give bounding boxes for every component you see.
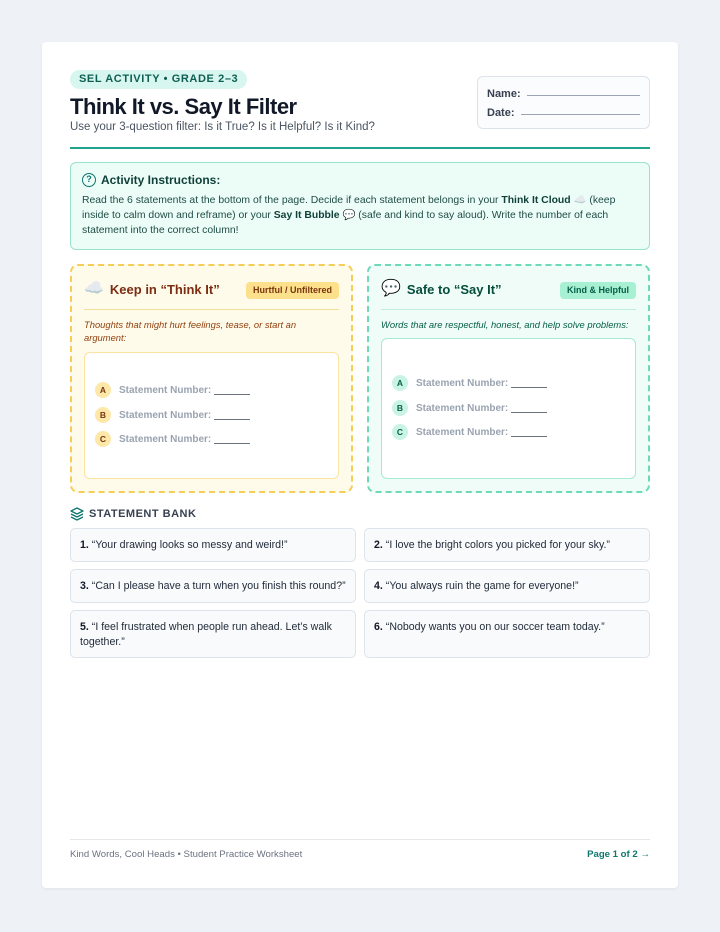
name-date-box <box>477 76 650 129</box>
slot-letter: C <box>392 424 408 440</box>
activity-badge: SEL ACTIVITY • GRADE 2–3 <box>70 70 247 89</box>
think-slot-a[interactable] <box>95 382 250 398</box>
footer-title: Kind Words, Cool Heads • Student Practice Worksheet <box>70 849 303 860</box>
say-it-heading: Safe to “Say It” <box>406 281 502 297</box>
worksheet-page <box>42 42 678 888</box>
statement-text: “Can I please have a turn when you finish this round?” <box>91 580 346 592</box>
instructions-box <box>70 162 650 250</box>
name-row[interactable] <box>487 87 640 101</box>
slot-label: Statement Number: <box>119 409 212 421</box>
column-divider <box>381 309 636 310</box>
slot-letter: B <box>392 400 408 416</box>
say-bubble-term: Say It Bubble <box>273 210 340 221</box>
name-line[interactable] <box>527 95 640 96</box>
date-line[interactable] <box>521 114 640 115</box>
think-it-answer-box <box>84 352 339 479</box>
statement-text: “I feel frustrated when people run ahead. Let’s walk together.” <box>80 621 332 648</box>
header-divider <box>70 147 650 149</box>
answer-blank[interactable] <box>214 434 250 444</box>
statement-bank-header <box>70 507 196 521</box>
statement-text: “I love the bright colors you picked for your sky.” <box>385 539 610 551</box>
slot-label: Statement Number: <box>119 384 212 396</box>
date-row[interactable] <box>487 106 640 120</box>
say-it-column <box>367 264 650 493</box>
layers-icon <box>70 507 84 521</box>
think-it-heading: Keep in “Think It” <box>109 281 220 297</box>
answer-blank[interactable] <box>511 427 547 437</box>
cloud-icon: ☁️ <box>573 195 587 206</box>
answer-blank[interactable] <box>214 410 250 420</box>
answer-blank[interactable] <box>511 378 547 388</box>
question-circle-icon: ? <box>82 173 96 187</box>
answer-blank[interactable] <box>214 385 250 395</box>
slot-label: Statement Number: <box>416 377 509 389</box>
slot-label: Statement Number: <box>416 402 509 414</box>
slot-letter: C <box>95 431 111 447</box>
statement-card-5[interactable]: 5. “I feel frustrated when people run ahead. Let’s walk together.” <box>70 610 356 658</box>
statement-card-3[interactable]: 3. “Can I please have a turn when you finish this round?” <box>70 569 356 603</box>
slot-label: Statement Number: <box>119 433 212 445</box>
statement-bank-heading: STATEMENT BANK <box>89 508 197 520</box>
say-it-description: Words that are respectful, honest, and help solve problems: <box>381 319 629 330</box>
statement-card-6[interactable]: 6. “Nobody wants you on our soccer team today.” <box>364 610 650 658</box>
statement-card-1[interactable]: 1. “Your drawing looks so messy and weird!” <box>70 528 356 562</box>
slot-label: Statement Number: <box>416 426 509 438</box>
think-slot-b[interactable] <box>95 407 250 423</box>
think-slot-c[interactable] <box>95 431 250 447</box>
instructions-heading: Activity Instructions: <box>101 173 221 187</box>
instructions-text: Read the 6 statements at the bottom of the page. Decide if each statement belongs in your Think It Cloud ☁️ (keep inside to calm down and reframe) or your Say It Bubble 💬 (safe and kind to say aloud). Write the number of each statement into the correct column! <box>82 195 616 236</box>
speech-bubble-icon: 💬 <box>342 210 356 221</box>
say-slot-c[interactable] <box>392 424 547 440</box>
statement-text: “Your drawing looks so messy and weird!” <box>91 539 288 551</box>
answer-blank[interactable] <box>511 403 547 413</box>
date-label: Date: <box>487 107 515 119</box>
hurtful-tag: Hurtful / Unfiltered <box>246 282 339 299</box>
slot-letter: A <box>95 382 111 398</box>
statement-card-2[interactable]: 2. “I love the bright colors you picked for your sky.” <box>364 528 650 562</box>
page-subtitle: Use your 3-question filter: Is it True? Is it Helpful? Is it Kind? <box>70 121 375 133</box>
speech-bubble-icon: 💬 <box>381 280 401 297</box>
statement-text: “Nobody wants you on our soccer team today.” <box>385 621 605 633</box>
think-cloud-term: Think It Cloud <box>501 195 571 206</box>
kind-helpful-tag: Kind & Helpful <box>560 282 636 299</box>
think-it-description: Thoughts that might hurt feelings, tease, or start an argument: <box>84 319 297 343</box>
slot-letter: A <box>392 375 408 391</box>
say-slot-b[interactable] <box>392 400 547 416</box>
footer-divider <box>70 839 650 840</box>
think-it-column <box>70 264 353 493</box>
say-slot-a[interactable] <box>392 375 547 391</box>
say-it-answer-box <box>381 338 636 479</box>
column-divider <box>84 309 339 310</box>
name-label: Name: <box>487 88 521 100</box>
cloud-icon: ☁️ <box>84 280 104 297</box>
slot-letter: B <box>95 407 111 423</box>
page-indicator-link[interactable]: Page 1 of 2 → <box>587 849 650 860</box>
page-title: Think It vs. Say It Filter <box>70 94 297 119</box>
statement-card-4[interactable]: 4. “You always ruin the game for everyone!” <box>364 569 650 603</box>
statement-text: “You always ruin the game for everyone!” <box>385 580 579 592</box>
